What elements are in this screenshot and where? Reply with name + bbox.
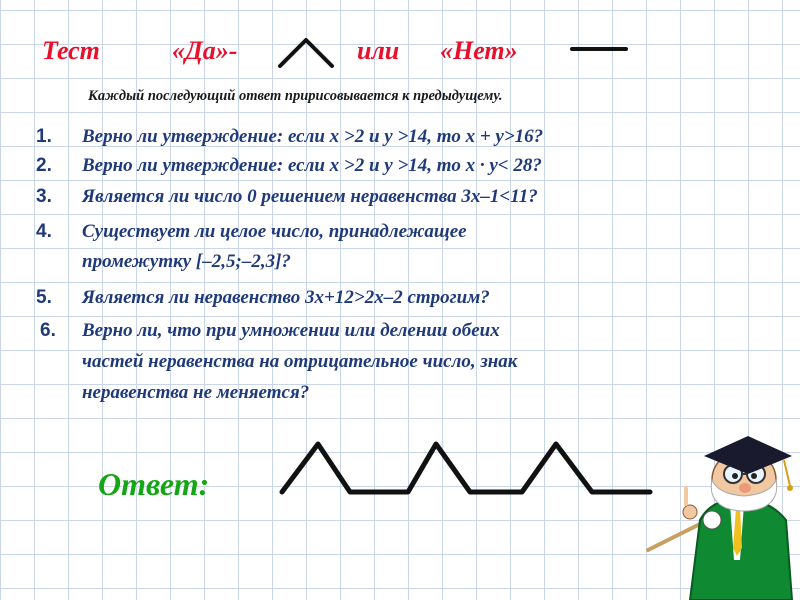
question-text: Существует ли целое число, принадлежащее (82, 221, 467, 242)
question-text: Верно ли, что при умножении или делении обеих (82, 320, 500, 341)
question-number: 5. (36, 287, 52, 308)
question-number: 4. (36, 221, 52, 242)
question-number: 1. (36, 126, 52, 147)
question-number: 6. (40, 320, 56, 341)
answer-label: Ответ: (98, 466, 210, 502)
question-text: Является ли неравенство 3х+12>2х–2 строгим? (82, 287, 490, 308)
question-text: промежутку [–2,5;–2,3]? (82, 251, 291, 272)
title-no: «Нет» (440, 36, 518, 65)
question-text: Верно ли утверждение: если х >2 и у >14, то х + у>16? (82, 126, 544, 147)
question-number: 2. (36, 155, 52, 176)
question-text: неравенства не меняется? (82, 382, 310, 403)
title-test: Тест (42, 36, 100, 65)
question-number: 3. (36, 186, 52, 207)
instruction-subtitle: Каждый последующий ответ пририсовывается к предыдущему. (88, 88, 503, 104)
title-yes: «Да»- (172, 36, 238, 65)
title-or: или (357, 36, 400, 65)
question-text: частей неравенства на отрицательное число, знак (82, 351, 518, 372)
question-text: Верно ли утверждение: если х >2 и у >14, то х · у< 28? (82, 155, 542, 176)
answer-pattern-line (282, 444, 650, 492)
question-text: Является ли число 0 решением неравенства 3х–1<11? (82, 186, 538, 207)
